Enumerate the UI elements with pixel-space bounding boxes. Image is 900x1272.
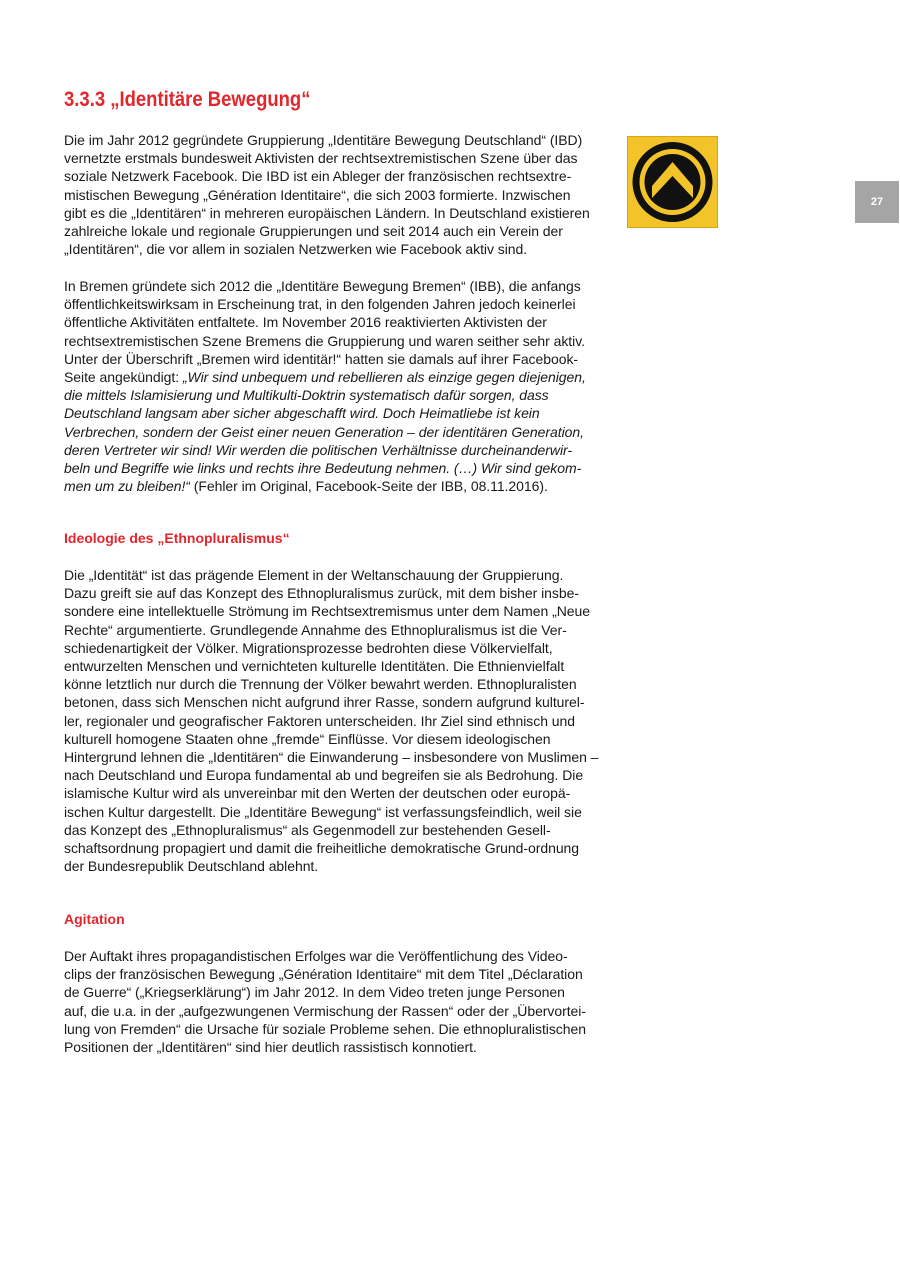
text-line: der Bundesrepublik Deutschland ablehnt.	[64, 858, 319, 875]
text-line: clips der französischen Bewegung „Génération Identitaire“ mit dem Titel „Déclaration	[64, 966, 583, 983]
text-line: Dazu greift sie auf das Konzept des Ethnopluralismus zurück, mit dem bisher insbe-	[64, 585, 579, 602]
text-line	[64, 441, 612, 459]
text-line: Der Auftakt ihres propagandistischen Erfolges war die Veröffentlichung des Video-	[64, 948, 568, 964]
text-line: öffentlichkeitswirksam in Erscheinung trat, in den folgenden Jahren jedoch keinerlei	[64, 296, 576, 313]
quote-text: Verbrechen, sondern der Geist einer neuen Generation – der identitären Generation,	[64, 423, 584, 440]
text-line	[64, 459, 612, 477]
paragraph-bremen	[64, 277, 612, 495]
text-line: islamische Kultur wird als unvereinbar mit den Werten der deutschen oder europä-	[64, 785, 571, 802]
text-line: schiedenartigkeit der Völker. Migrationsprozesse bedrohten diese Völkervielfalt,	[64, 639, 553, 656]
text-line: In Bremen gründete sich 2012 die „Identitäre Bewegung Bremen“ (IBB), die anfangs	[64, 278, 581, 294]
subheading-agitation: Agitation	[64, 911, 125, 927]
text-line	[64, 386, 612, 404]
text-line: Rechte“ argumentierte. Grundlegende Annahme des Ethnopluralismus ist die Ver-	[64, 621, 567, 638]
text-line: ler, regionaler und geografischer Faktoren unterscheiden. Ihr Ziel sind ethnisch und	[64, 712, 575, 729]
text-line: nach Deutschland und Europa fundamental ab und begreifen sie als Bedrohung. Die	[64, 767, 584, 784]
text-line: betonen, dass sich Menschen nicht aufgrund ihrer Rasse, sondern aufgrund kulturel-	[64, 694, 585, 711]
lambda-shield-icon	[627, 136, 718, 228]
quote-text: deren Vertreter wir sind! Wir werden die politischen Verhältnisse durcheinanderwir-	[64, 441, 572, 458]
text-line	[64, 477, 612, 495]
quote-text: die mittels Islamisierung und Multikulti-Doktrin systematisch dafür sorgen, dass	[64, 387, 549, 404]
quote-intro: Seite angekündigt:	[64, 369, 183, 386]
text-line	[64, 423, 612, 441]
text-line: gibt es die „Identitären“ in mehreren europäischen Ländern. In Deutschland existieren	[64, 204, 590, 221]
text-line: öffentliche Aktivitäten entfaltete. Im November 2016 reaktivierten Aktivisten der	[64, 314, 547, 331]
text-line: entwurzelten Menschen und vernichteten kulturelle Identitäten. Die Ethnienvielfalt	[64, 658, 565, 675]
text-line	[64, 404, 612, 422]
text-line: kulturell homogene Staaten ohne „fremde“ Einflüsse. Vor diesem ideologischen	[64, 730, 551, 747]
text-line: Die im Jahr 2012 gegründete Gruppierung „Identitäre Bewegung Deutschland“ (IBD)	[64, 132, 583, 148]
subheading-ideology: Ideologie des „Ethnopluralismus“	[64, 530, 290, 546]
paragraph-agitation	[64, 947, 612, 1056]
quote-source: (Fehler im Original, Facebook-Seite der IBB, 08.11.2016).	[189, 478, 548, 495]
quote-text: beln und Begriffe wie links und rechts ihre Bedeutung nehmen. (…) Wir sind gekom-	[64, 460, 582, 477]
text-line: ischen Kultur dargestellt. Die „Identitäre Bewegung“ ist verfassungsfeindlich, weil sie	[64, 803, 582, 820]
lambda-logo-image	[627, 136, 718, 228]
text-line	[64, 368, 612, 386]
text-line: das Konzept des „Ethnopluralismus“ als Gegenmodell zur bestehenden Gesell-	[64, 821, 551, 838]
text-line: de Guerre“ („Kriegserklärung“) im Jahr 2012. In dem Video treten junge Personen	[64, 984, 565, 1001]
text-line: mistischen Bewegung „Génération Identitaire“, die sich 2003 formierte. Inzwischen	[64, 186, 571, 203]
text-line: rechtsextremistischen Szene Bremens die Gruppierung und waren seither sehr aktiv.	[64, 332, 585, 349]
paragraph-ideology	[64, 566, 612, 875]
page-number-badge	[855, 181, 899, 223]
text-line: Positionen der „Identitären“ sind hier deutlich rassistisch konnotiert.	[64, 1039, 477, 1056]
text-line: vernetzte erstmals bundesweit Aktivisten der rechtsextremistischen Szene über das	[64, 150, 578, 167]
text-line: zahlreiche lokale und regionale Gruppierungen und seit 2014 auch ein Verein der	[64, 223, 563, 240]
text-line: Unter der Überschrift „Bremen wird identitär!“ hatten sie damals auf ihrer Facebook-	[64, 350, 579, 367]
quote-text: Deutschland langsam aber sicher abgeschafft wird. Doch Heimatliebe ist kein	[64, 405, 540, 422]
text-line: Die „Identität“ ist das prägende Element in der Weltanschauung der Gruppierung.	[64, 567, 564, 583]
page-number: 27	[870, 196, 884, 208]
text-line: „Identitären“, die vor allem in sozialen Netzwerken wie Facebook aktiv sind.	[64, 241, 528, 258]
paragraph-intro	[64, 131, 612, 258]
text-line: auf, die u.a. in der „aufgezwungenen Vermischung der Rassen“ oder der „Übervortei-	[64, 1002, 586, 1019]
text-line: könne letztlich nur durch die Trennung der Völker bewahrt werden. Ethnopluralisten	[64, 676, 577, 693]
text-line: Hintergrund lehnen die „Identitären“ die Einwanderung – insbesondere von Muslimen –	[64, 749, 599, 766]
quote-text: „Wir sind unbequem und rebellieren als einzige gegen diejenigen,	[182, 369, 586, 386]
text-line: lung von Fremden“ die Ursache für soziale Probleme sehen. Die ethnopluralistischen	[64, 1020, 586, 1037]
quote-text: men um zu bleiben!“	[64, 478, 190, 495]
text-line: schaftsordnung propagiert und damit die freiheitliche demokratische Grund-ordnung	[64, 840, 580, 857]
text-line: soziale Netzwerk Facebook. Die IBD ist ein Ableger der französischen rechtsextre-	[64, 168, 572, 185]
text-line: sondere eine intellektuelle Strömung im Rechtsextremismus unter dem Namen „Neue	[64, 603, 590, 620]
section-heading: 3.3.3 „Identitäre Bewegung“	[64, 88, 311, 111]
